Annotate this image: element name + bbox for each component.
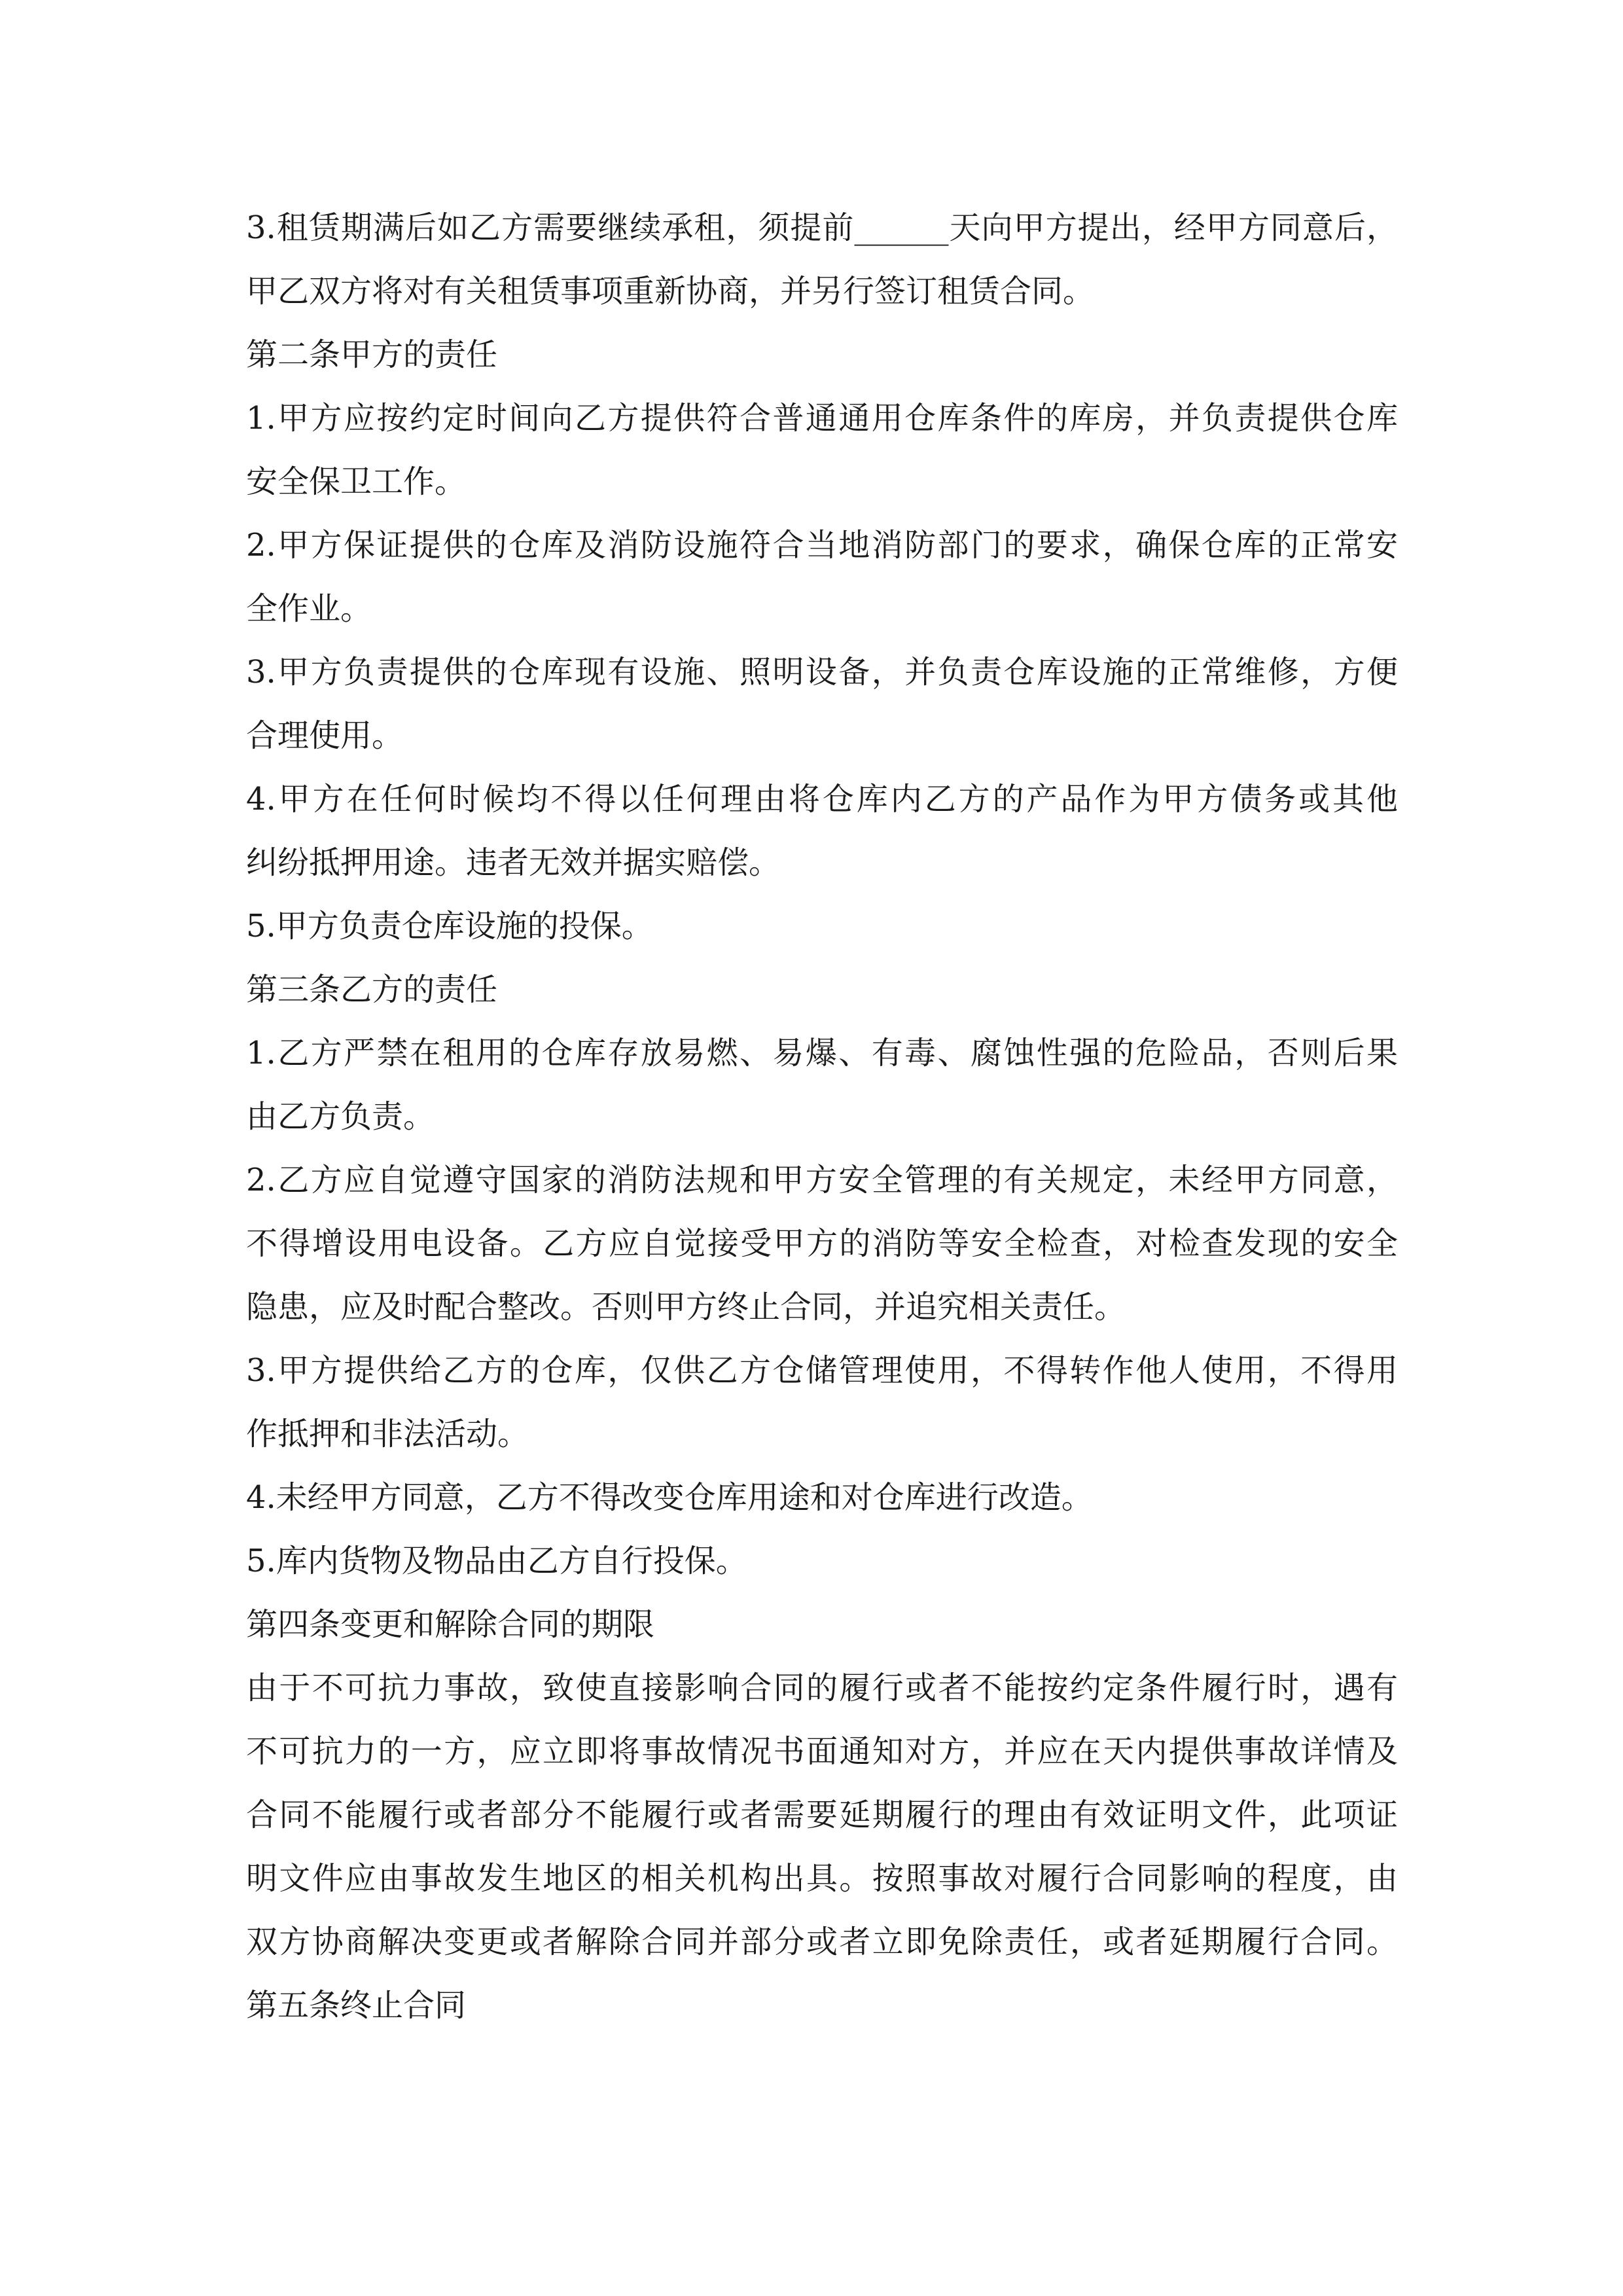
text-line: 3.甲方提供给乙方的仓库，仅供乙方仓储管理使用，不得转作他人使用，不得用 [246,1352,1398,1389]
text-line: 双方协商解决变更或者解除合同并部分或者立即免除责任，或者延期履行合同。 [246,1924,1398,1960]
text-line: 不可抗力的一方，应立即将事故情况书面通知对方，并应在天内提供事故详情及 [246,1733,1398,1770]
text-line: 3.甲方负责提供的仓库现有设施、照明设备，并负责仓库设施的正常维修，方便 [246,654,1398,691]
text-line: 2.乙方应自觉遵守国家的消防法规和甲方安全管理的有关规定，未经甲方同意， [246,1162,1398,1198]
section-heading: 第三条乙方的责任 [246,971,498,1008]
text-line: 5.库内货物及物品由乙方自行投保。 [246,1543,747,1579]
text-line: 3.租赁期满后如乙方需要继续承租，须提前______天向甲方提出，经甲方同意后， [246,209,1398,246]
section-heading: 第五条终止合同 [246,1987,467,2024]
text-line: 4.甲方在任何时候均不得以任何理由将仓库内乙方的产品作为甲方债务或其他 [246,781,1398,817]
text-line: 1.乙方严禁在租用的仓库存放易燃、易爆、有毒、腐蚀性强的危险品，否则后果 [246,1035,1398,1071]
text-line: 全作业。 [246,590,372,627]
text-line: 由于不可抗力事故，致使直接影响合同的履行或者不能按约定条件履行时，遇有 [246,1670,1398,1706]
text-line: 2.甲方保证提供的仓库及消防设施符合当地消防部门的要求，确保仓库的正常安 [246,527,1398,564]
text-line: 不得增设用电设备。乙方应自觉接受甲方的消防等安全检查，对检查发现的安全 [246,1225,1398,1262]
text-line: 纠纷抵押用途。违者无效并据实赔偿。 [246,844,781,881]
text-line: 合理使用。 [246,717,404,754]
text-line: 合同不能履行或者部分不能履行或者需要延期履行的理由有效证明文件，此项证 [246,1797,1398,1833]
text-line: 5.甲方负责仓库设施的投保。 [246,908,653,944]
section-heading: 第二条甲方的责任 [246,336,498,373]
text-line: 明文件应由事故发生地区的相关机构出具。按照事故对履行合同影响的程度，由 [246,1860,1398,1897]
text-line: 1.甲方应按约定时间向乙方提供符合普通通用仓库条件的库房，并负责提供仓库 [246,400,1398,437]
text-line: 作抵押和非法活动。 [246,1416,529,1452]
text-line: 安全保卫工作。 [246,463,467,500]
text-line: 甲乙双方将对有关租赁事项重新协商，并另行签订租赁合同。 [246,273,1095,310]
text-line: 隐患，应及时配合整改。否则甲方终止合同，并追究相关责任。 [246,1289,1126,1325]
document-body [246,196,1398,2037]
text-line: 4.未经甲方同意，乙方不得改变仓库用途和对仓库进行改造。 [246,1479,1093,1516]
section-heading: 第四条变更和解除合同的期限 [246,1606,655,1643]
text-line: 由乙方负责。 [246,1098,435,1135]
